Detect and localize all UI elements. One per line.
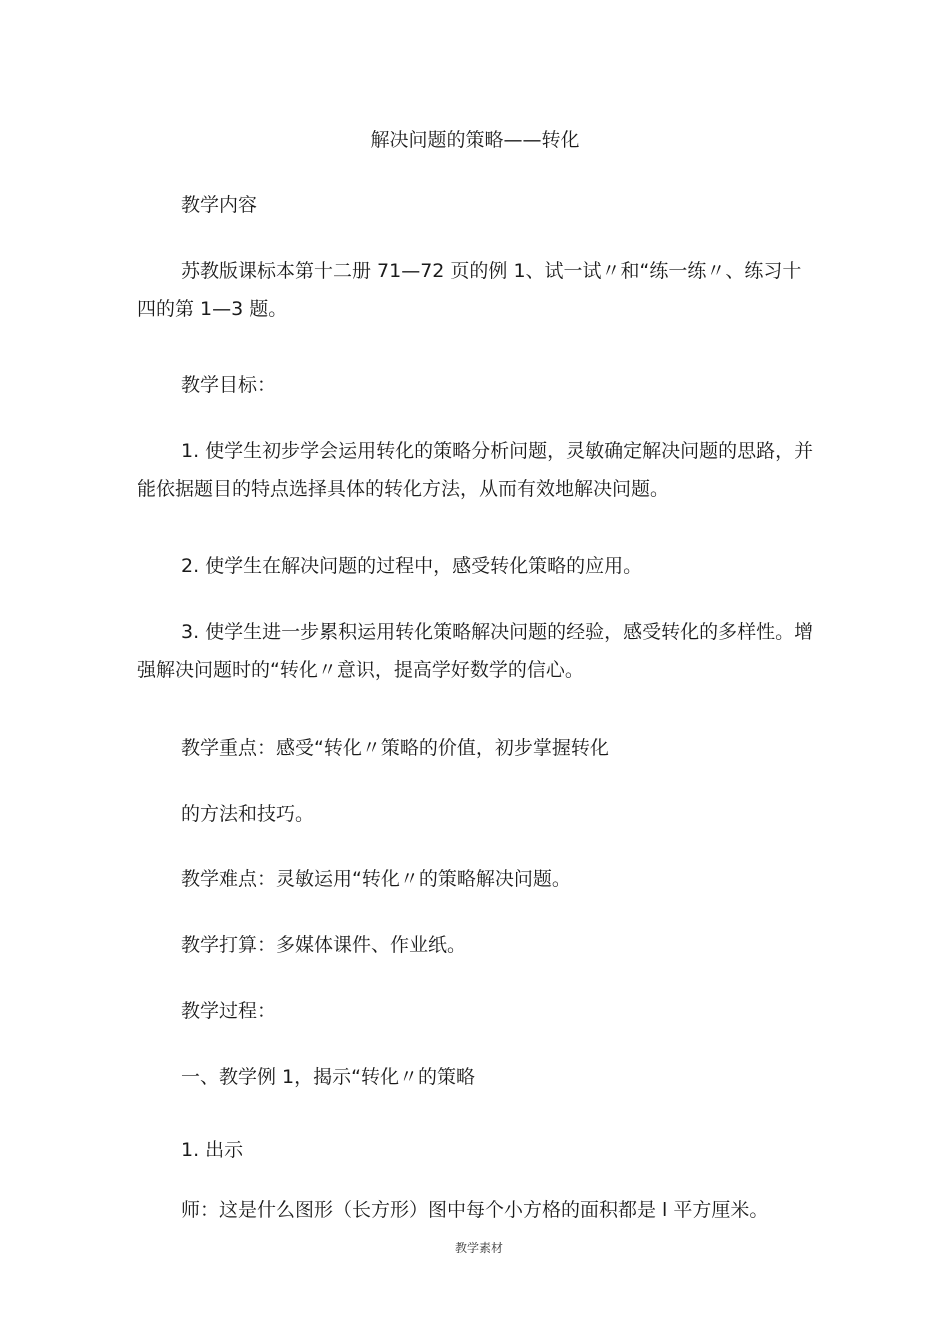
paragraph-preparation: 教学打算：多媒体课件、作业纸。 — [181, 934, 467, 956]
paragraph-teaching-content: 苏教版课标本第十二册 71—72 页的例 1、试一试〃和“练一练〃、练习十四的第 1—3 题。 — [137, 260, 802, 320]
paragraph-objectives-heading: 教学目标： — [181, 374, 277, 396]
paragraph-objective-1: 1. 使学生初步学会运用转化的策略分析问题，灵敏确定解决问题的思路，并能依据题目的特点选择具体的转化方法，从而有效地解决问题。 — [137, 440, 814, 500]
paragraph-show: 1. 出示 — [181, 1139, 244, 1161]
page-footer: 教学素材 — [455, 1241, 504, 1255]
paragraph-teaching-content-heading: 教学内容 — [181, 194, 258, 216]
paragraph-key-point-cont: 的方法和技巧。 — [181, 803, 315, 825]
paragraph-difficulty: 教学难点：灵敏运用“转化〃的策略解决问题。 — [181, 868, 571, 890]
paragraph-teacher: 师：这是什么图形（长方形）图中每个小方格的面积都是 l 平方厘米。 — [181, 1199, 769, 1221]
paragraph-process-heading: 教学过程： — [181, 1000, 277, 1022]
paragraph-objective-2: 2. 使学生在解决问题的过程中，感受转化策略的应用。 — [181, 555, 643, 577]
paragraph-section-1: 一、教学例 1，揭示“转化〃的策略 — [181, 1066, 475, 1088]
document-title: 解决问题的策略——转化 — [370, 129, 580, 151]
paragraph-key-point: 教学重点：感受“转化〃策略的价值，初步掌握转化 — [181, 737, 609, 759]
paragraph-objective-3: 3. 使学生进一步累积运用转化策略解决问题的经验，感受转化的多样性。增强解决问题时的“转化〃意识，提高学好数学的信心。 — [137, 621, 814, 681]
